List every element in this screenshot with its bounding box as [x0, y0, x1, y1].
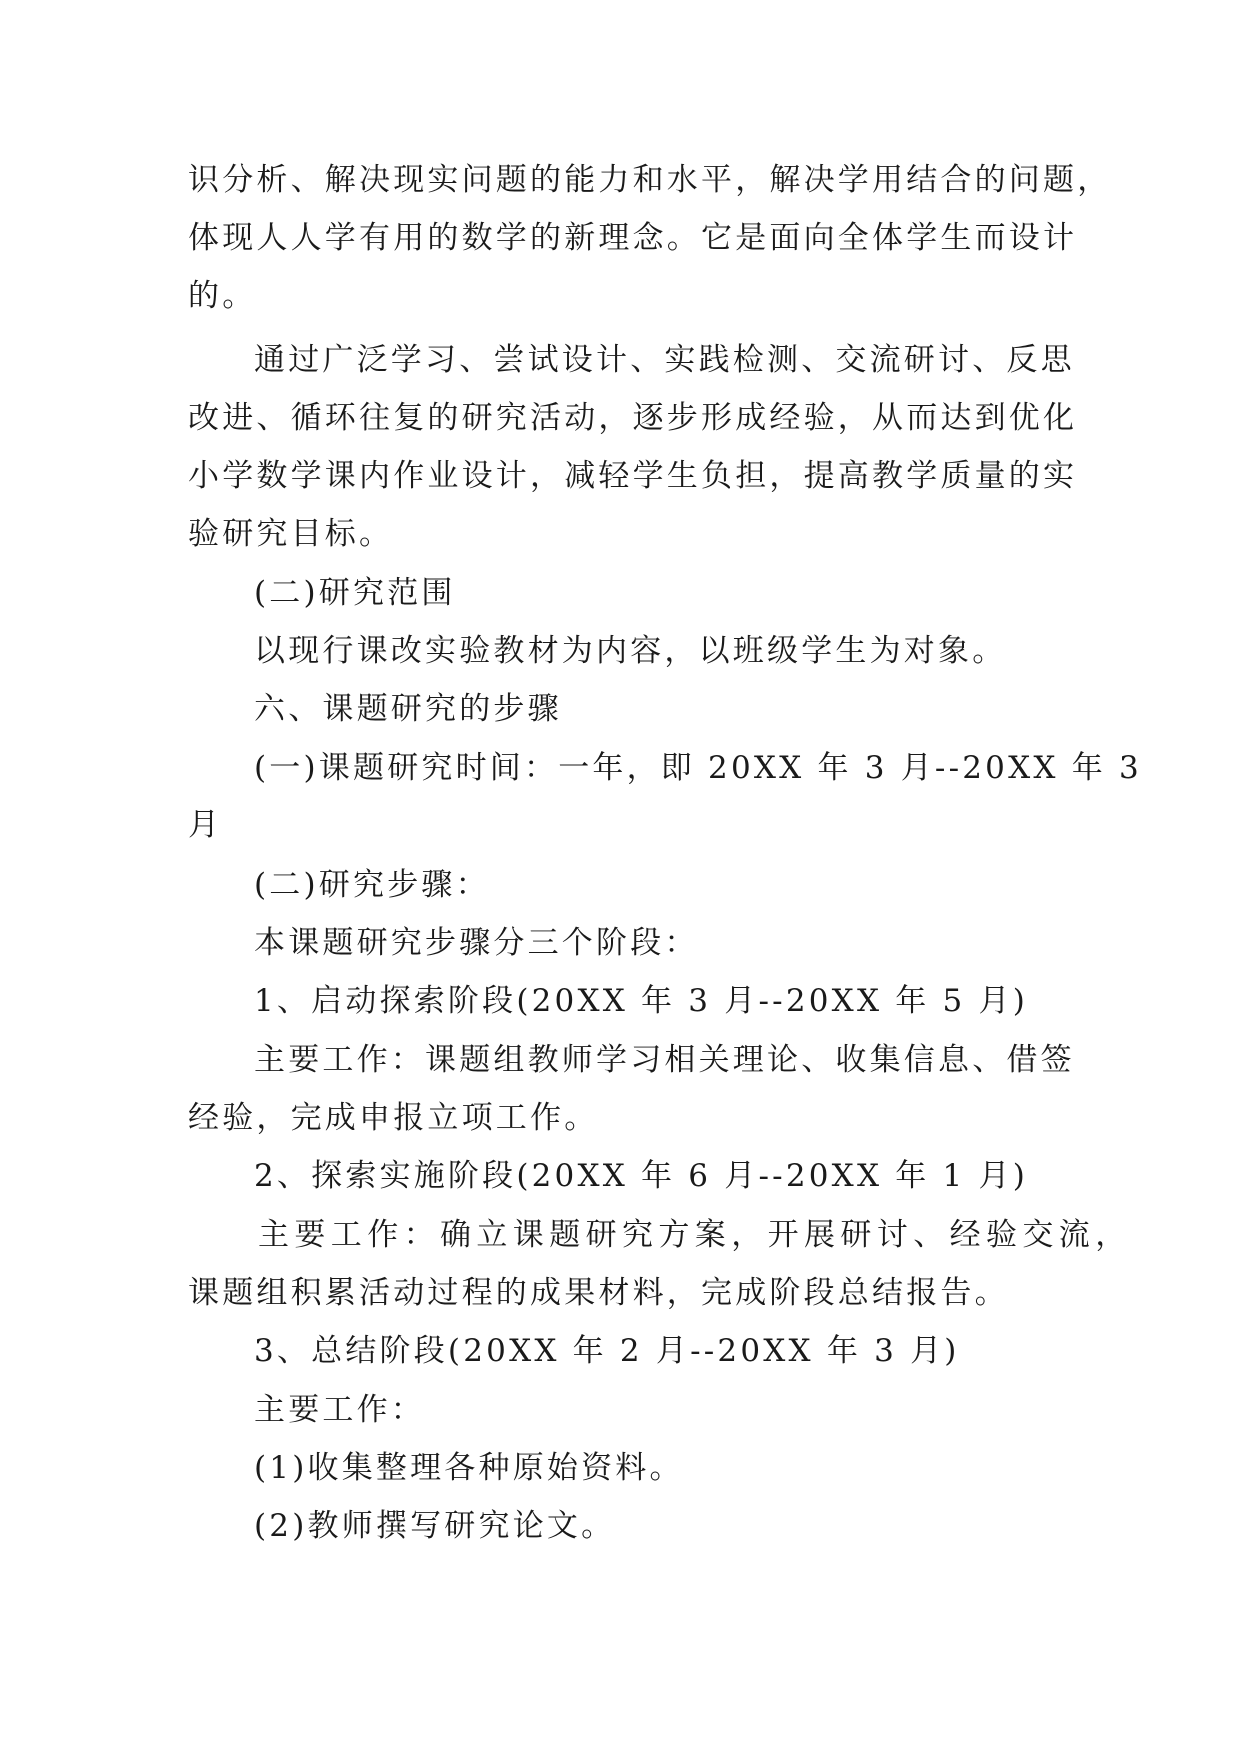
section-heading: (二)研究步骤：: [254, 867, 490, 903]
paragraph-first-line: 通过广泛学习、尝试设计、实践检测、交流研讨、反思: [254, 342, 1075, 378]
stage-heading: 1、启动探索阶段(20XX 年 3 月--20XX 年 5 月): [254, 983, 1028, 1019]
text-line: 改进、循环往复的研究活动，逐步形成经验，从而达到优化: [188, 400, 1078, 436]
text-line: 主要工作：: [254, 1392, 425, 1428]
text-line: 识分析、解决现实问题的能力和水平，解决学用结合的问题，: [188, 162, 1112, 198]
stage-heading: 3、总结阶段(20XX 年 2 月--20XX 年 3 月): [254, 1333, 960, 1369]
list-item: (2)教师撰写研究论文。: [254, 1508, 616, 1544]
text-line: 以现行课改实验教材为内容，以班级学生为对象。: [254, 633, 1007, 669]
text-line: 主要工作：课题组教师学习相关理论、收集信息、借签: [254, 1042, 1075, 1078]
text-line: 小学数学课内作业设计，减轻学生负担，提高教学质量的实: [188, 458, 1078, 494]
list-item: (1)收集整理各种原始资料。: [254, 1450, 684, 1486]
text-line: 本课题研究步骤分三个阶段：: [254, 925, 699, 961]
section-heading: (二)研究范围: [254, 575, 456, 611]
text-line: (一)课题研究时间：一年，即 20XX 年 3 月--20XX 年 3: [254, 750, 1142, 786]
text-line: 的。: [188, 278, 257, 314]
text-line: 课题组积累活动过程的成果材料，完成阶段总结报告。: [188, 1275, 1009, 1311]
section-heading: 六、课题研究的步骤: [254, 691, 562, 727]
text-line: 月: [188, 807, 223, 843]
stage-heading: 2、探索实施阶段(20XX 年 6 月--20XX 年 1 月): [254, 1158, 1028, 1194]
text-line: 体现人人学有用的数学的新理念。它是面向全体学生而设计: [188, 220, 1078, 256]
text-line: 主要工作：确立课题研究方案，开展研讨、经验交流，: [258, 1217, 1132, 1253]
text-line: 经验，完成申报立项工作。: [188, 1100, 599, 1136]
text-line: 验研究目标。: [188, 516, 394, 552]
